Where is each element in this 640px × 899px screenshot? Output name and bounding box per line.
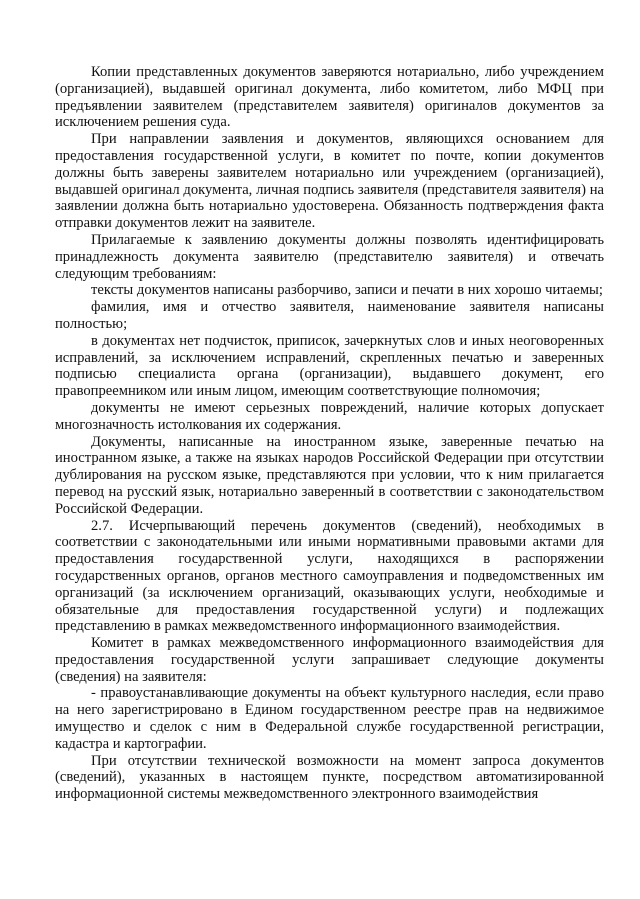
paragraph-technical-absence: При отсутствии технической возможности на момент запроса документов (сведений), указанных в настоящем пункте, посредством автоматизированной информационной системы межведомственного электронного взаимодействия xyxy=(55,752,604,803)
paragraph-interagency-request: Комитет в рамках межведомственного информационного взаимодействия для предоставления государственной услуги запрашивает следующие документы (сведения) на заявителя: xyxy=(55,635,604,685)
paragraph-document-requirements: Прилагаемые к заявлению документы должны позволять идентифицировать принадлежность документа заявителю (представителю заявителя) и отвечать следующим требованиям: xyxy=(55,231,604,282)
paragraph-section-2-7: 2.7. Исчерпывающий перечень документов (сведений), необходимых в соответствии с законодательными или иными нормативными правовыми актами для предоставления государственной услуги, находящихся в распоряжении государственных органов, органов местного самоуправления и подведомственных им организаций (за исключением организаций, оказывающих услуги, необходимые и обязательные для предоставления государственной услуги) и подлежащих представлению в рамках межведомственного информационного взаимодействия. xyxy=(55,517,604,635)
requirement-no-damage: документы не имеют серьезных повреждений, наличие которых допускает многозначность истолкования их содержания. xyxy=(55,399,604,433)
requirement-full-name: фамилия, имя и отчество заявителя, наименование заявителя написаны полностью; xyxy=(55,299,604,332)
requirement-no-corrections: в документах нет подчисток, приписок, зачеркнутых слов и иных неоговоренных исправлений, за исключением исправлений, скрепленных печатью и заверенных подписью специалиста органа (организации), выдавшего документ, его правопреемником или иным лицом, имеющим соответствующие полномочия; xyxy=(55,332,604,400)
document-page xyxy=(55,64,604,803)
requirement-legible: тексты документов написаны разборчиво, записи и печати в них хорошо читаемы; xyxy=(91,282,603,299)
paragraph-foreign-language: Документы, написанные на иностранном языке, заверенные печатью на иностранном языке, а также на языках народов Российской Федерации при отсутствии дублирования на русском языке, представляются при условии, что к ним прилагается перевод на русский язык, нотариально заверенный в соответствии с законодательством Российской Федерации. xyxy=(55,433,604,517)
list-item-title-documents: - правоустанавливающие документы на объект культурного наследия, если право на него зарегистрировано в Едином государственном реестре прав на недвижимое имущество и сделок с ним в Федеральной службе государственной регистрации, кадастра и картографии. xyxy=(55,685,604,752)
paragraph-copies-certification: Копии представленных документов заверяются нотариально, либо учреждением (организацией), выдавшей оригинал документа, либо комитетом, либо МФЦ при предъявлении заявителем (представителем заявителя) оригиналов документов за исключением решения суда. xyxy=(55,64,604,131)
paragraph-postal-submission: При направлении заявления и документов, являющихся основанием для предоставления государственной услуги, в комитет по почте, копии документов должны быть заверены заявителем нотариально или учреждением (организацией), выдавшей оригинал документа, личная подпись заявителя (представителя заявителя) на заявлении должна быть нотариально удостоверена. Обязанность подтверждения факта отправки документов лежит на заявителе. xyxy=(55,131,604,232)
